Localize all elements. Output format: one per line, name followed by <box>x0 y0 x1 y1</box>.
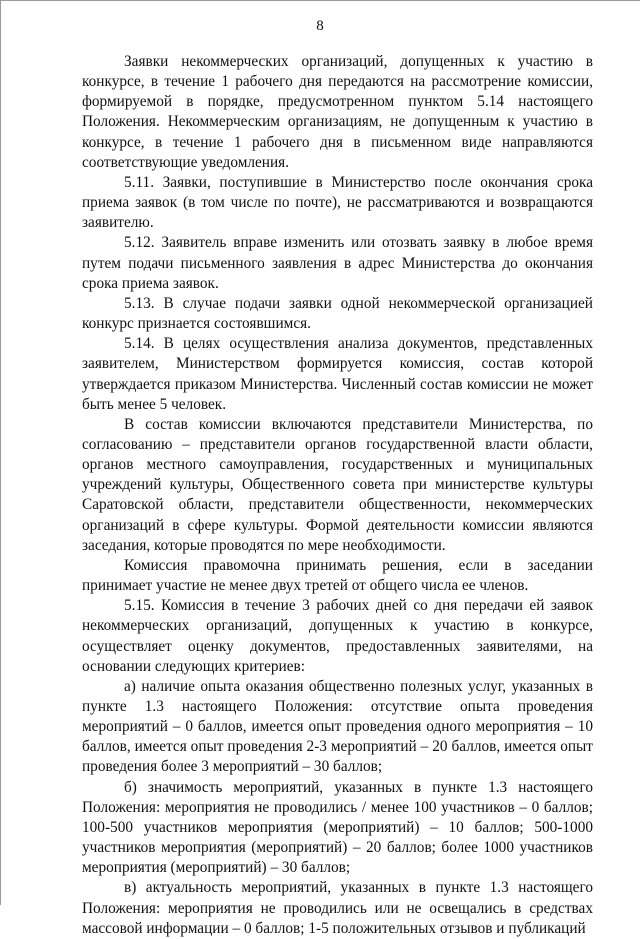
paragraph-commission-composition: В состав комиссии включаются представители Министерства, по согласованию – представители органов государственной власти области, органов местного самоуправления, государственных и муниципальных учреждений культуры, Общественного совета при министерстве культуры Саратовской области, представители общественности, некоммерческих организаций в сфере культуры. Формой деятельности комиссии являются заседания, которые проводятся по мере необходимости. <box>82 415 593 554</box>
paragraph-5-12: 5.12. Заявитель вправе изменить или отозвать заявку в любое время путем подачи письменного заявления в адрес Министерства до окончания срока приема заявок. <box>82 234 593 292</box>
paragraph-5-13: 5.13. В случае подачи заявки одной некоммерческой организацией конкурс признается состоявшимся. <box>82 294 593 333</box>
criterion-a: а) наличие опыта оказания общественно полезных услуг, указанных в пункте 1.3 настоящего Положения: отсутствие опыта проведения мероприятий – 0 баллов, имеется опыт проведения одного мероприятия – 10 баллов, имеется опыт проведения 2-3 мероприятий – 20 баллов, имеется опыт проведения более 3 мероприятий – 30 баллов; <box>82 677 593 776</box>
paragraph-commission-quorum: Комиссия правомочна принимать решения, если в заседании принимает участие не менее двух третей от общего числа ее членов. <box>82 556 593 595</box>
criterion-b: б) значимость мероприятий, указанных в пункте 1.3 настоящего Положения: мероприятия не проводились / менее 100 участников – 0 баллов; 100-500 участников мероприятия (мероприятий) – 10 баллов; 500-1000 участников мероприятия (мероприятий) – 20 баллов; более 1000 участников мероприятия (мероприятий) – 30 баллов; <box>82 778 593 877</box>
paragraph-5-11: 5.11. Заявки, поступившие в Министерство после окончания срока приема заявок (в том числе по почте), не рассматриваются и возвращаются заявителю. <box>82 173 593 232</box>
paragraph-applications-admitted: Заявки некоммерческих организаций, допущенных к участию в конкурсе, в течение 1 рабочего дня передаются на рассмотрение комиссии, формируемой в порядке, предусмотренном пунктом 5.14 настоящего Положения. Некоммерческим организациям, не допущенным к участию в конкурсе, в течение 1 рабочего дня в письменном виде направляются соответствующие уведомления. <box>82 53 593 171</box>
criterion-v: в) актуальность мероприятий, указанных в пункте 1.3 настоящего Положения: мероприятия не проводились или не освещались в средствах массовой информации – 0 баллов; 1-5 положительных отзывов и публикаций <box>82 879 593 937</box>
page-number: 8 <box>316 18 324 34</box>
paragraph-5-15: 5.15. Комиссия в течение 3 рабочих дней со дня передачи ей заявок некоммерческих организаций, допущенных к участию в конкурсе, осуществляет оценку документов, предоставленных заявителями, на основании следующих критериев: <box>82 597 593 675</box>
document-body <box>82 52 593 939</box>
paragraph-5-14: 5.14. В целях осуществления анализа документов, представленных заявителем, Министерством формируется комиссия, состав которой утверждается приказом Министерства. Численный состав комиссии не может быть менее 5 человек. <box>82 335 593 413</box>
